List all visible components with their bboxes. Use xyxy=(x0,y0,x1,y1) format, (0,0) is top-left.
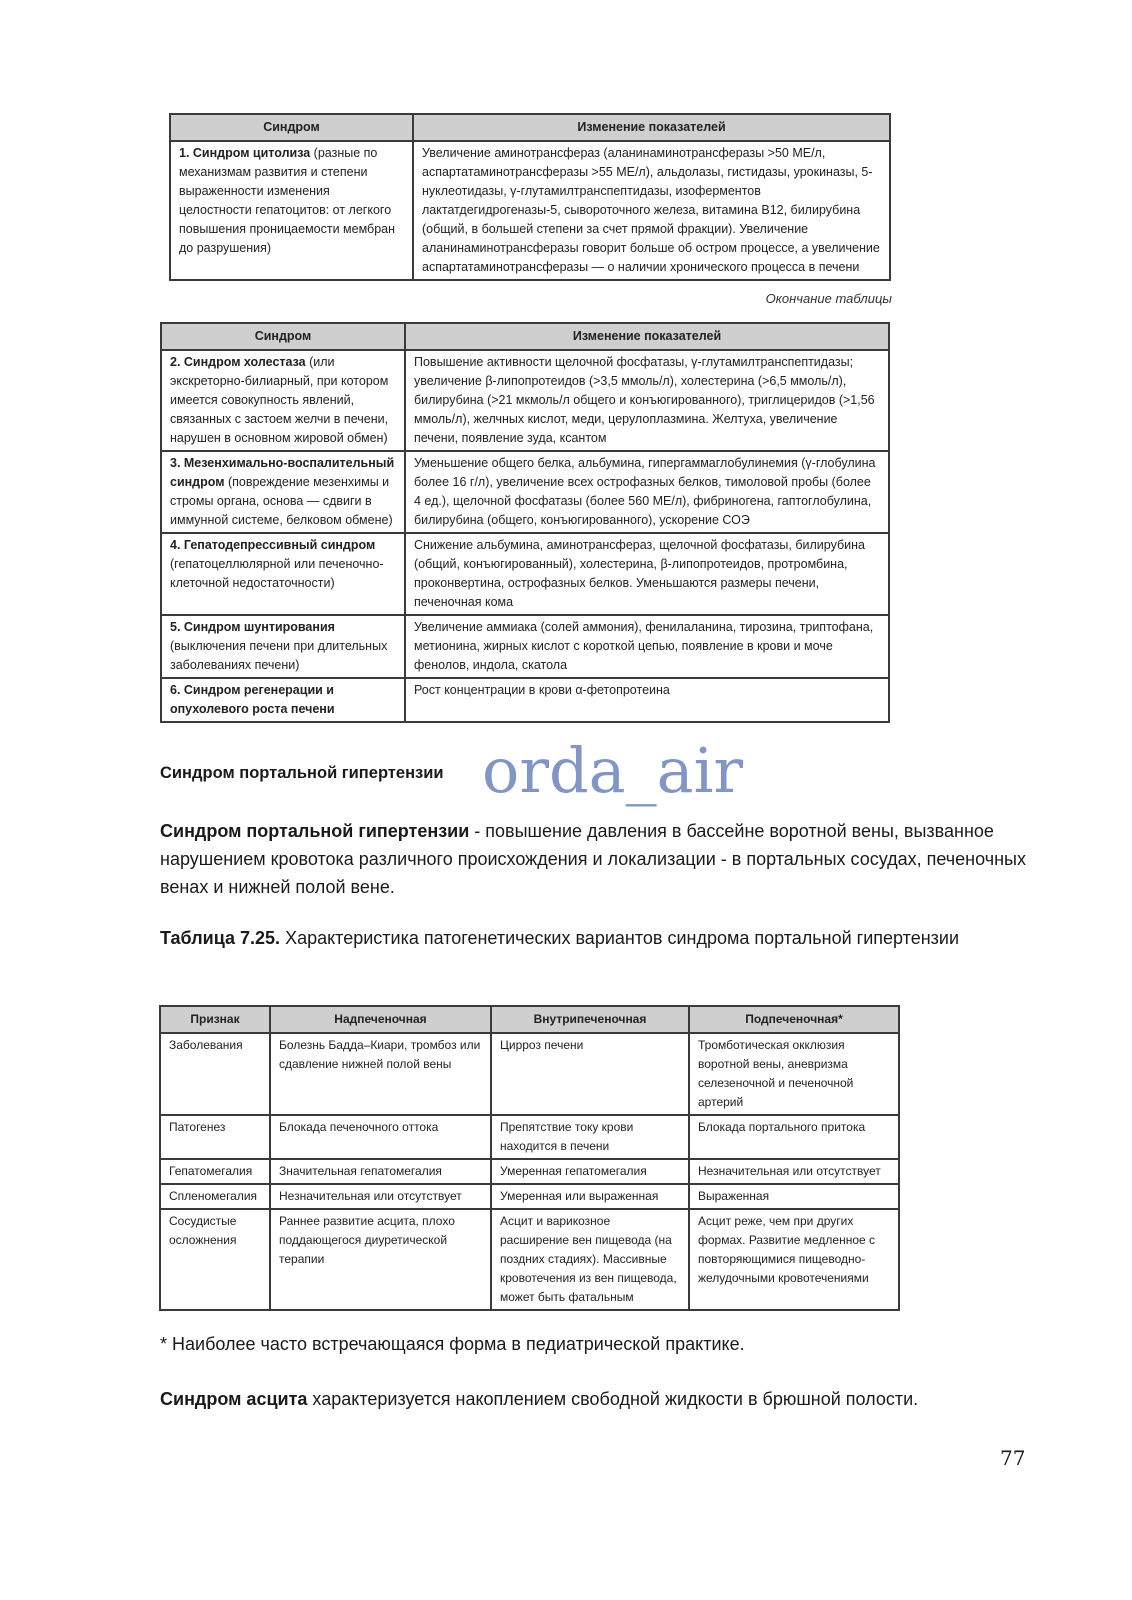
syndrome-cell xyxy=(161,615,405,678)
page-number: 77 xyxy=(1000,1446,1026,1470)
table-cell: Болезнь Бадда–Киари, тромбоз или сдавление нижней полой вены xyxy=(270,1033,491,1115)
syndrome-table-part1 xyxy=(169,113,891,281)
syndrome-cell xyxy=(161,533,405,615)
table-cell: Препятствие току крови находится в печени xyxy=(491,1115,689,1159)
syndrome-cell xyxy=(161,451,405,533)
table-cell: Блокада печеночного оттока xyxy=(270,1115,491,1159)
indicator-changes: Рост концентрации в крови α-фетопротеина xyxy=(405,678,889,722)
syndrome-description: (или экскреторно-билиарный, при котором имеется совокупность явлений, связанных с застоем желчи в печени, нарушен в основном жировой обмен) xyxy=(170,355,389,445)
indicator-changes: Уменьшение общего белка, альбумина, гипергаммаглобулинемия (γ-глобулина более 16 г/л), увеличение всех острофазных белков, тимоловой пробы (более 4 ед.), щелочной фосфатазы (более 560 МЕ/л), фибриногена, гаптоглобулина, билирубина (общего, конъюгированного), ускорение СОЭ xyxy=(405,451,889,533)
table-cell: Тромботическая окклюзия воротной вены, аневризма селезеночной и печеночной артерий xyxy=(689,1033,899,1115)
table1-header-changes: Изменение показателей xyxy=(413,114,890,141)
table-row xyxy=(160,1033,899,1115)
table-row xyxy=(170,141,890,280)
sign-cell: Патогенез xyxy=(160,1115,270,1159)
table-row xyxy=(161,615,889,678)
section-heading: Синдром портальной гипертензии xyxy=(160,764,444,782)
syndrome-description: (повреждение мезенхимы и стромы органа, основа — сдвиги в иммунной системе, белковом обмене) xyxy=(170,475,393,527)
sign-cell: Сосудистые осложнения xyxy=(160,1209,270,1310)
syndrome-name: 6. Синдром регенерации и опухолевого роста печени xyxy=(170,683,335,716)
table-cell: Незначительная или отсутствует xyxy=(270,1184,491,1209)
syndrome-name: 3. Мезенхимально-воспалительный синдром xyxy=(170,456,395,489)
table2-header-changes: Изменение показателей xyxy=(405,323,889,350)
syndrome-name: 4. Гепатодепрессивный синдром xyxy=(170,538,376,552)
table-row xyxy=(160,1209,899,1310)
table3-header-intrahepatic: Внутрипеченочная xyxy=(491,1006,689,1033)
term: Синдром портальной гипертензии xyxy=(160,821,470,841)
table-cell: Выраженная xyxy=(689,1184,899,1209)
table-cell: Незначительная или отсутствует xyxy=(689,1159,899,1184)
syndrome-description: (гепатоцеллюлярной или печеночно-клеточной недостаточности) xyxy=(170,557,384,590)
syndrome-name: 5. Синдром шунтирования xyxy=(170,620,335,634)
syndrome-name: 2. Синдром холестаза xyxy=(170,355,306,369)
syndrome-description: (разные по механизмам развития и степени выраженности изменения целостности гепатоцитов: от легкого повышения проницаемости мембран до разрушения) xyxy=(179,146,396,255)
sign-cell: Спленомегалия xyxy=(160,1184,270,1209)
ascites-paragraph xyxy=(160,1385,1030,1413)
definition-text: характеризуется накоплением свободной жидкости в брюшной полости. xyxy=(307,1389,919,1409)
table-row xyxy=(161,451,889,533)
footnote: * Наиболее часто встречающаяся форма в педиатрической практике. xyxy=(160,1334,745,1354)
table-cell: Значительная гепатомегалия xyxy=(270,1159,491,1184)
syndrome-description: (выключения печени при длительных заболеваниях печени) xyxy=(170,639,388,672)
table-cell: Асцит и варикозное расширение вен пищевода (на поздних стадиях). Массивные кровотечения из вен пищевода, может быть фатальным xyxy=(491,1209,689,1310)
syndrome-cell xyxy=(170,141,413,280)
syndrome-cell xyxy=(161,678,405,722)
syndrome-table-part2 xyxy=(160,322,890,723)
sign-cell: Заболевания xyxy=(160,1033,270,1115)
table-caption-label: Таблица 7.25. xyxy=(160,928,281,948)
table3-header-posthepatic: Подпеченочная* xyxy=(689,1006,899,1033)
table-caption-text: Характеристика патогенетических вариантов синдрома портальной гипертензии xyxy=(280,928,960,948)
indicator-changes: Увеличение аммиака (солей аммония), фенилаланина, тирозина, триптофана, метионина, жирных кислот с короткой цепью, появление в крови и моче фенолов, индола, скатола xyxy=(405,615,889,678)
table-cell: Цирроз печени xyxy=(491,1033,689,1115)
table-row xyxy=(160,1115,899,1159)
table-row xyxy=(161,350,889,451)
sign-cell: Гепатомегалия xyxy=(160,1159,270,1184)
table-caption xyxy=(160,924,1030,952)
table-cell: Умеренная или выраженная xyxy=(491,1184,689,1209)
table2-header-syndrome: Синдром xyxy=(161,323,405,350)
table-continuation-label: Окончание таблицы xyxy=(765,291,892,306)
table-row xyxy=(160,1159,899,1184)
table1-header-syndrome: Синдром xyxy=(170,114,413,141)
table-cell: Блокада портального притока xyxy=(689,1115,899,1159)
table-cell: Раннее развитие асцита, плохо поддающегося диуретической терапии xyxy=(270,1209,491,1310)
syndrome-cell xyxy=(161,350,405,451)
watermark: orda_air xyxy=(482,734,744,807)
definition-text: - повышение давления в бассейне воротной вены, вызванное нарушением кровотока различного происхождения и локализации - в портальных сосудах, печеночных венах и нижней полой вене. xyxy=(160,821,1026,897)
table-row xyxy=(161,678,889,722)
table-cell: Асцит реже, чем при других формах. Развитие медленное с повторяющимися пищеводно-желудочными кровотечениями xyxy=(689,1209,899,1310)
table3-header-prehepatic: Надпеченочная xyxy=(270,1006,491,1033)
table-row xyxy=(160,1184,899,1209)
syndrome-name: 1. Синдром цитолиза xyxy=(179,146,311,160)
term: Синдром асцита xyxy=(160,1389,308,1409)
indicator-changes: Увеличение аминотрансфераз (аланинаминотрансферазы >50 МЕ/л, аспартатаминотрансферазы >55 МЕ/л), альдолазы, гистидазы, урокиназы, 5-нуклеотидазы, γ-глутамилтранспептидазы, изоферментов лактатдегидрогеназы-5, сывороточного железа, витамина B12, билирубина (общий, в большей степени за счет прямой фракции). Увеличение аланинаминотрансферазы говорит больше об остром процессе, а увеличение аспартатаминотрансферазы — о наличии хронического процесса в печени xyxy=(413,141,890,280)
table-row xyxy=(161,533,889,615)
table-cell: Умеренная гепатомегалия xyxy=(491,1159,689,1184)
portal-hypertension-table xyxy=(159,1005,900,1311)
indicator-changes: Повышение активности щелочной фосфатазы, γ-глутамилтранспептидазы; увеличение β-липопротеидов (>3,5 ммоль/л), холестерина (>6,5 ммоль/л), билирубина (>21 мкмоль/л общего и конъюгированного), триглицеридов (>1,56 ммоль/л), желчных кислот, меди, церулоплазмина. Желтуха, увеличение печени, появление зуда, ксантом xyxy=(405,350,889,451)
indicator-changes: Снижение альбумина, аминотрансфераз, щелочной фосфатазы, билирубина (общий, конъюгированный), холестерина, β-липопротеидов, протромбина, проконвертина, острофазных белков. Уменьшаются размеры печени, печеночная кома xyxy=(405,533,889,615)
table3-header-sign: Признак xyxy=(160,1006,270,1033)
definition-paragraph xyxy=(160,817,1030,901)
